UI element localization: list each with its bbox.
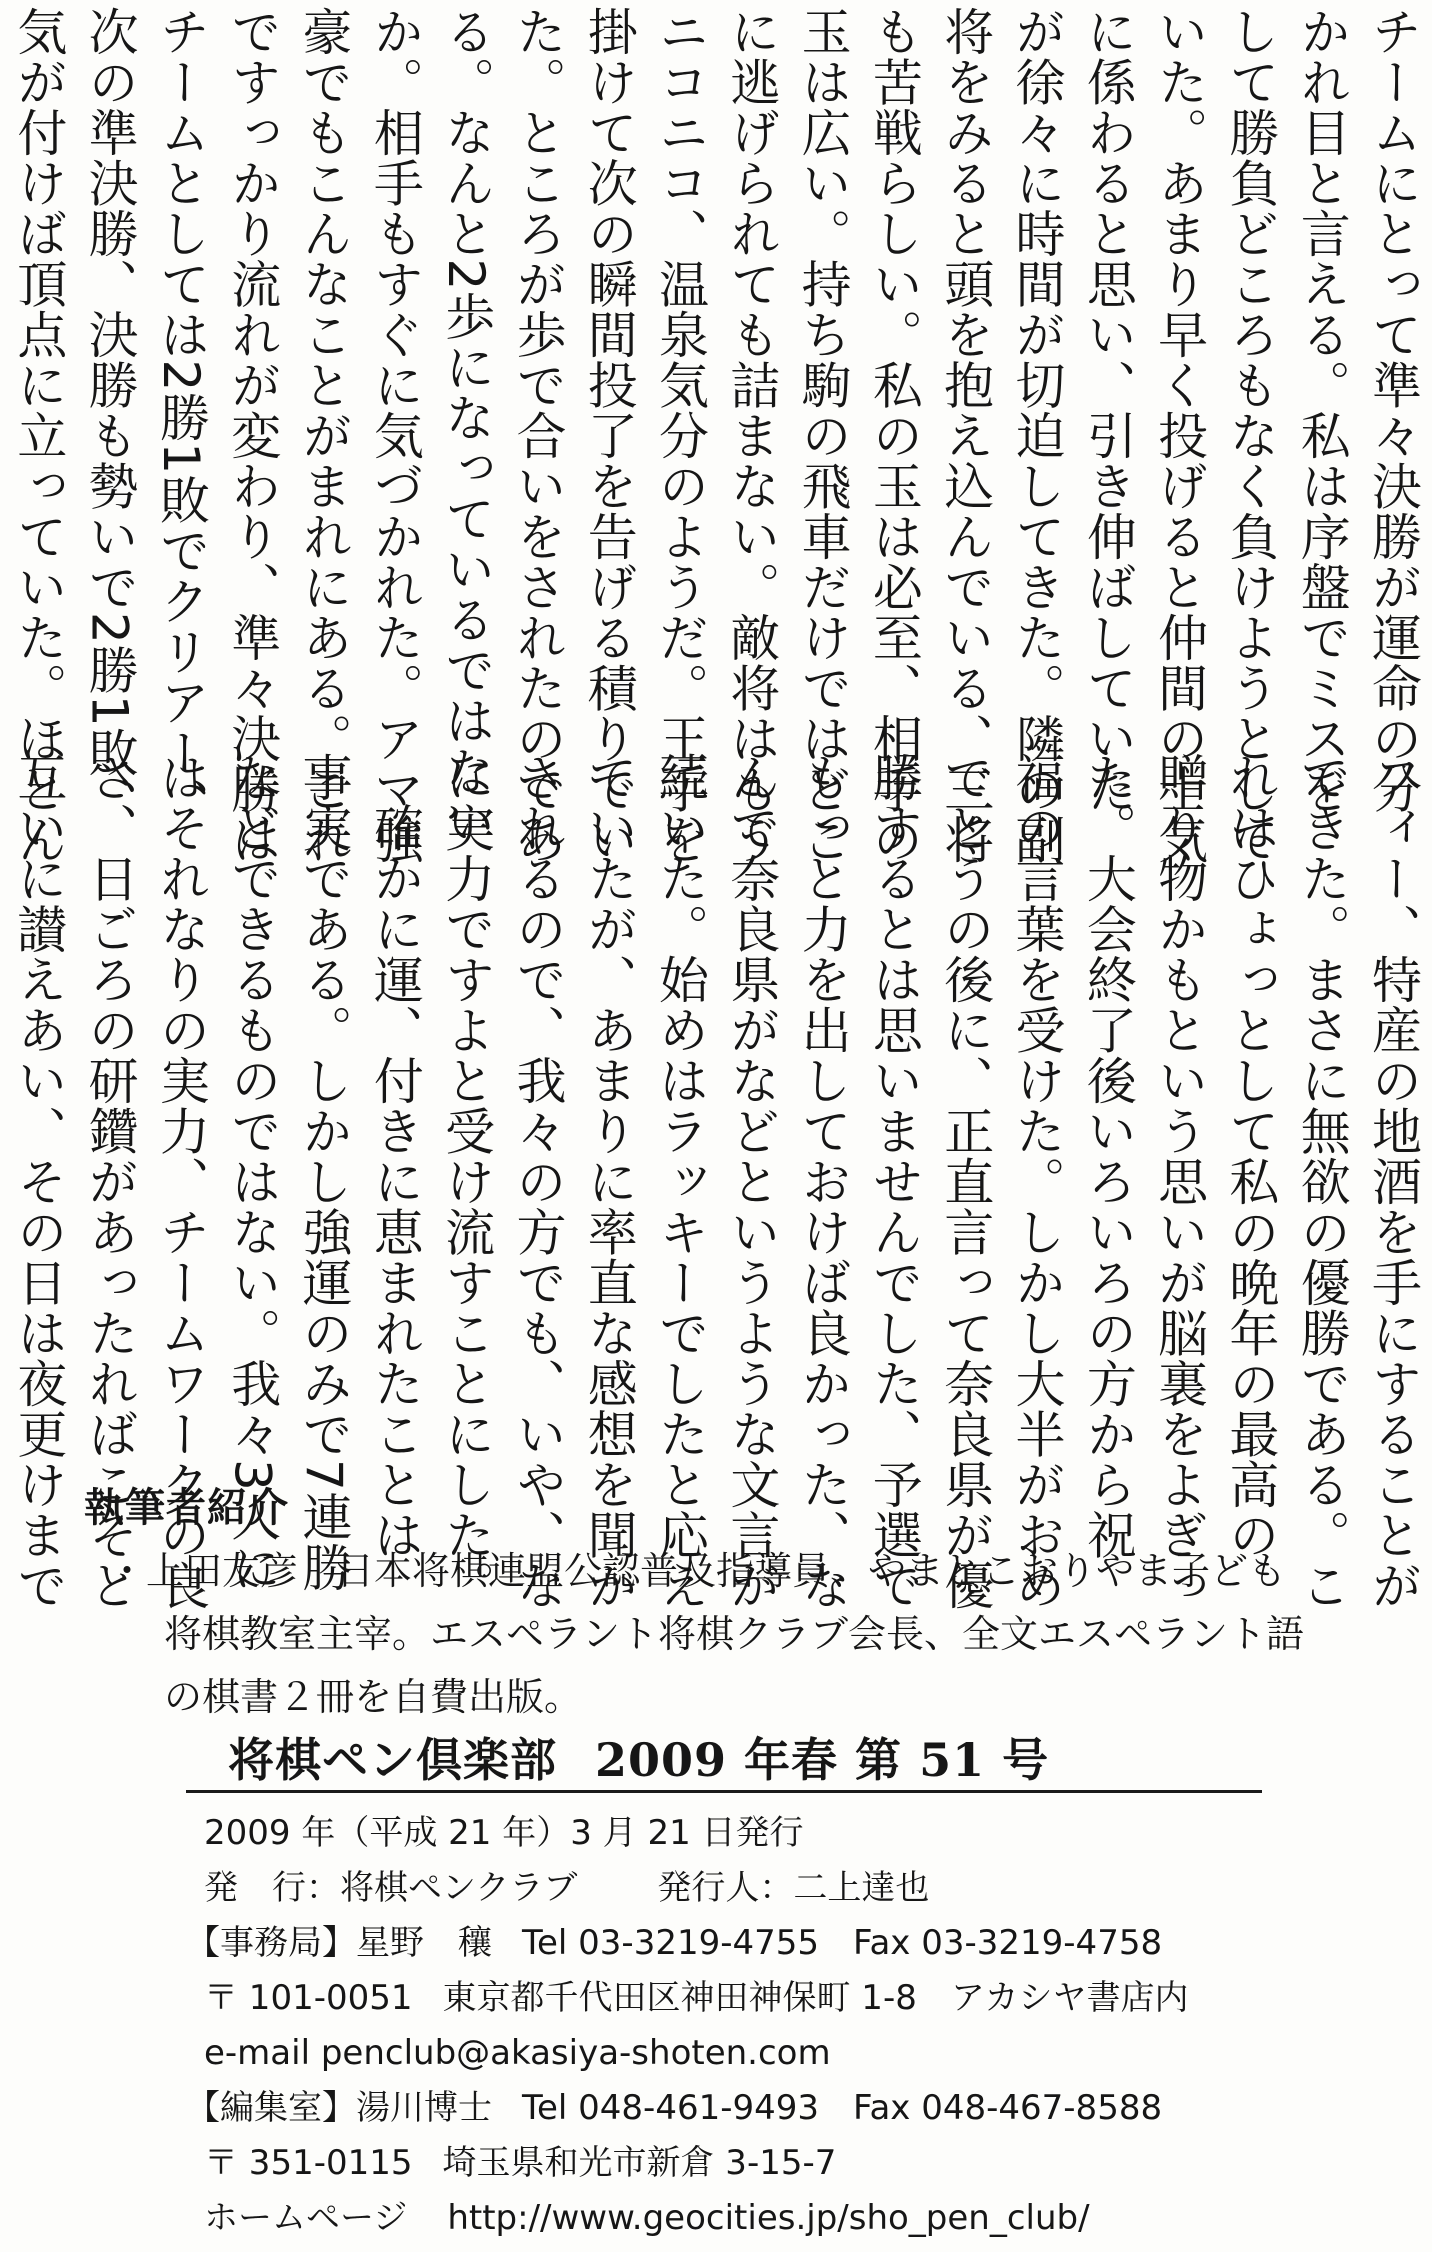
article-column <box>0 752 2 1452</box>
email-line[interactable]: e-mail penclub@akasiya-shoten.com <box>204 2033 831 2073</box>
article-column: 次の準決勝、決勝も勢いで2勝1敗、 <box>80 6 139 829</box>
article-column: もっと力を出しておけば良かった、な <box>793 752 852 1611</box>
article-column: はそれなりの実力、チームワークの良 <box>151 752 210 1611</box>
article-column: 玉は広い。持ち駒の飛車だけではどこ <box>793 6 852 865</box>
article-column: 将をみると頭を抱え込んでいる、三将 <box>936 6 995 865</box>
homepage-link[interactable]: http://www.geocities.jp/sho_pen_club/ <box>447 2198 1090 2238</box>
author-bio-heading: 執筆者紹介 <box>84 1485 289 1531</box>
editor-contact: 【編集室】湯川博士 <box>186 2088 492 2128</box>
article-column: ていたが、あまりに率直な感想を聞か <box>579 752 638 1611</box>
article-column: 続いた。始めはラッキーでしたと応え <box>651 752 710 1611</box>
article-column: ですっかり流れが変わり、準々決勝は <box>223 6 282 865</box>
article-column: 豪でもこんなことがまれにある。これ <box>294 6 353 865</box>
article-column: に逃げられても詰まない。敵将はもう <box>722 6 781 865</box>
article-column: 互いに讃えあい、その日は夜更けまで <box>9 752 68 1611</box>
article-column: 事実である。しかし強運のみで7連勝 <box>294 752 353 1593</box>
office-zip: 〒 101-0051 <box>204 1978 413 2018</box>
article-upper-block <box>8 6 1428 865</box>
homepage-label: ホームページ <box>204 2198 408 2238</box>
editor-zip: 〒 351-0115 <box>204 2143 413 2183</box>
article-column: 贈り物かもという思いが脳裏をよぎっ <box>1150 752 1209 1611</box>
office-address-line <box>204 1971 1404 2026</box>
article-column: 確かに運、付きに恵まれたことは <box>365 752 424 1560</box>
office-line <box>186 1916 1404 1971</box>
publisher-person: 発行人：二上達也 <box>657 1868 930 1908</box>
magazine-title <box>228 1724 1049 1790</box>
publication-date: 2009 年（平成 21 年）3 月 21 日発行 <box>204 1813 804 1853</box>
publisher-line <box>204 1861 1404 1916</box>
author-bio-line: ・上田友彦 日本将棋連盟公認普及指導員、やまとこおりやま子ども <box>108 1549 1287 1593</box>
editor-address: 埼玉県和光市新倉 3-15-7 <box>442 2143 837 2183</box>
article-column: いた。あまり早く投げると仲間の士気 <box>1150 6 1209 865</box>
office-contact: 【事務局】星野 穰 <box>186 1923 492 1963</box>
magazine-issue: 2009 年春 第 51 号 <box>595 1733 1050 1787</box>
article-column: 勝するとは思いませんでした、予選で <box>864 752 923 1611</box>
article-column: た。大会終了後いろいろの方から祝 <box>1078 752 1137 1560</box>
author-bio <box>108 1540 1348 1729</box>
title-divider <box>186 1790 1262 1793</box>
article-column: して勝負どころもなく負けようとして <box>1221 6 1280 865</box>
editor-tel: Tel 048-461-9493 <box>522 2088 820 2128</box>
article-column: かれ目と言える。私は序盤でミスを <box>1292 6 1351 814</box>
office-fax: Fax 03-3219-4758 <box>853 1923 1163 1963</box>
article-column: できた。まさに無欲の優勝である。こ <box>1292 752 1351 1611</box>
colophon <box>186 1806 1404 2246</box>
editor-line <box>186 2081 1404 2136</box>
article-column: チームにとって準々決勝が運命の分 <box>1364 6 1422 814</box>
article-column: た。ところが歩で合いをされたのであ <box>508 6 567 865</box>
editor-fax: Fax 048-467-8588 <box>853 2088 1163 2128</box>
article-column: さ、日ごろの研鑽があったればこそと <box>80 752 139 1611</box>
magazine-name: 将棋ペン倶楽部 <box>228 1733 557 1787</box>
article-column: 気が付けば頂点に立っていた。ほとん <box>9 6 68 865</box>
article-column: などできるものではない。我々3人に <box>223 752 282 1593</box>
office-tel: Tel 03-3219-4755 <box>522 1923 820 1963</box>
homepage-line <box>204 2191 1404 2246</box>
article-column: んで奈良県がなどというような文言が <box>722 752 781 1611</box>
article-column: る。なんと2歩になっているではない <box>437 6 496 847</box>
article-column: も苦戦らしい。私の玉は必至、相手の <box>864 6 923 865</box>
article-column: に係わると思い、引き伸ばしていた <box>1078 6 1137 814</box>
publisher: 発 行：将棋ペンクラブ <box>204 1868 578 1908</box>
author-bio-line: の棋書２冊を自費出版。 <box>164 1675 583 1719</box>
article-column: フィー、特産の地酒を手にすることが <box>1364 752 1422 1611</box>
article-column: れはひょっとして私の晩年の最高の <box>1221 752 1280 1560</box>
article-column: ニコニコ、温泉気分のようだ。王手を <box>651 6 710 865</box>
article-column: か。相手もすぐに気づかれた。アマ強 <box>365 6 424 865</box>
author-bio-line: 将棋教室主宰。エスペラント将棋クラブ会長、全文エスペラント語 <box>164 1612 1305 1656</box>
article-column <box>0 6 2 726</box>
article-column: 掛けて次の瞬間投了を告げる積りでい <box>579 6 638 865</box>
article-column: が徐々に時間が切迫してきた。隣の副 <box>1007 6 1066 865</box>
article-column: に実力ですよと受け流すことにした。 <box>437 752 496 1611</box>
office-address: 東京都千代田区神田神保町 1-8 アカシヤ書店内 <box>442 1978 1189 2018</box>
article-column: チームとしては2勝1敗でクリアー、 <box>151 6 210 829</box>
editor-address-line <box>204 2136 1404 2191</box>
article-column: でとうの後に、正直言って奈良県が優 <box>936 752 995 1611</box>
article-column: されるので、我々の方でも、いや、な <box>508 752 567 1611</box>
article-column: 福の言葉を受けた。しかし大半がおめ <box>1007 752 1066 1611</box>
